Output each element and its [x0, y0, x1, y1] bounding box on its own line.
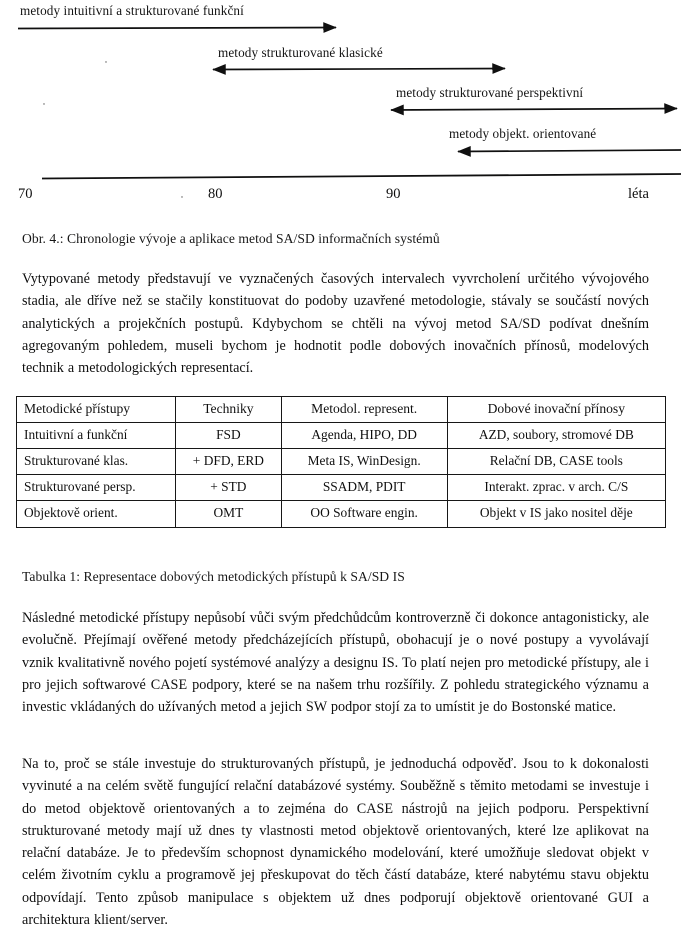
paragraph-intro	[22, 268, 649, 379]
table-cell: OO Software engin.	[281, 501, 447, 527]
timeline-band-label-3: metody strukturované perspektivní	[396, 85, 584, 100]
table-cell: Strukturované klas.	[17, 449, 176, 475]
timeline-band-label-1: metody intuitivní a strukturované funkční	[20, 3, 244, 18]
table-cell: SSADM, PDIT	[281, 475, 447, 501]
table-row	[17, 449, 666, 475]
table-header-techniques: Techniky	[176, 397, 282, 423]
timeline-band-label-4: metody objekt. orientované	[449, 126, 597, 141]
table-cell: Meta IS, WinDesign.	[281, 449, 447, 475]
timeline-arrow-1	[18, 28, 336, 29]
methods-table	[16, 396, 666, 528]
table-cell: Strukturované persp.	[17, 475, 176, 501]
table-header-innovative-contributions: Dobové inovační přínosy	[447, 397, 665, 423]
table-header-row	[17, 397, 666, 423]
table-cell: + STD	[176, 475, 282, 501]
timeline-axis-label-90: 90	[386, 186, 401, 202]
table-cell: Relační DB, CASE tools	[447, 449, 665, 475]
timeline-arrow-4	[458, 150, 681, 152]
timeline-band-label-2: metody strukturované klasické	[218, 45, 383, 60]
table-cell: Objekt v IS jako nositel děje	[447, 501, 665, 527]
table-cell: OMT	[176, 501, 282, 527]
chronology-figure	[0, 0, 681, 212]
table-cell: Agenda, HIPO, DD	[281, 423, 447, 449]
paragraph-evolution-text: Následné metodické přístupy nepůsobí vůči svým předchůdcům kontroverzně či dokonce antagonisticky, ale evolučně. Přejímají ověřené metody předcházejících přístupů, obohacují je o nové postupy a vyvolávají vznik kvalitativně nového pojetí systémové analýzy a designu IS. To platí nejen pro metodické přístupy, ale i pro jejich softwarové CASE podpory, které se na našem trhu rozšířily. Z pohledu strategického významu a investic vkládaných do užívaných metod a jejich SW podpor stojí za to umístit je do Bostonské matice.	[22, 610, 649, 716]
table-cell: + DFD, ERD	[176, 449, 282, 475]
table-row	[17, 423, 666, 449]
timeline-axis	[42, 174, 681, 179]
table-cell: Interakt. zprac. v arch. C/S	[447, 475, 665, 501]
timeline-arrows	[0, 0, 681, 212]
table-header-methodical-approaches: Metodické přístupy	[17, 397, 176, 423]
table-header-methodological-representation: Metodol. represent.	[281, 397, 447, 423]
table-cell: AZD, soubory, stromové DB	[447, 423, 665, 449]
table-row	[17, 475, 666, 501]
timeline-arrow-2	[213, 69, 505, 70]
paragraph-evolution	[22, 607, 649, 718]
timeline-arrow-3	[391, 109, 677, 111]
table-cell: Objektově orient.	[17, 501, 176, 527]
table-row	[17, 501, 666, 527]
paragraph-intro-text: Vytypované metody představují ve vyznačených časových intervalech vyvrcholení určitého vývojového stadia, ale dříve než se stačily konstituovat do podoby uzavřené metodologie, stávaly se součástí nových analytických a projekčních postupů. Kdybychom se chtěli na vývoj metod SA/SD podívat dnešním agregovaným pohledem, museli bychom je hodnotit podle dobových inovačních přínosů, modelových technik a metodologických representací.	[22, 271, 649, 377]
methods-table-wrapper	[16, 396, 666, 528]
paragraph-investment	[22, 753, 649, 931]
figure-caption: Obr. 4.: Chronologie vývoje a aplikace metod SA/SD informačních systémů	[22, 231, 440, 246]
table-caption: Tabulka 1: Representace dobových metodických přístupů k SA/SD IS	[22, 569, 405, 584]
table-cell: FSD	[176, 423, 282, 449]
table-cell: Intuitivní a funkční	[17, 423, 176, 449]
timeline-axis-label-70: 70	[18, 186, 33, 202]
timeline-axis-label-leta: léta	[628, 186, 649, 202]
paragraph-investment-text: Na to, proč se stále investuje do strukturovaných přístupů, je jednoduchá odpověď. Jsou to k dokonalosti vyvinuté a na celém světě fungující relační databázové systémy. Souběžně s těmito metodami se investuje i do metod objektově orientovaných a to zejména do CASE nástrojů na jejich podporu. Perspektivní strukturované metody mají už dnes ty vlastnosti metod objektově orientovaných, které lze aplikovat na relační databáze. Je to především schopnost dynamického modelování, které umožňuje sledovat objekt v celém životním cyklu a programově jej přeskupovat do těch částí databáze, které nabytému stavu objektu odpovídají. Tento způsob manipulace s objektem už dnes podporují objektově orientované GUI a architektura klient/server.	[22, 756, 649, 929]
timeline-axis-label-80: 80	[208, 186, 223, 202]
